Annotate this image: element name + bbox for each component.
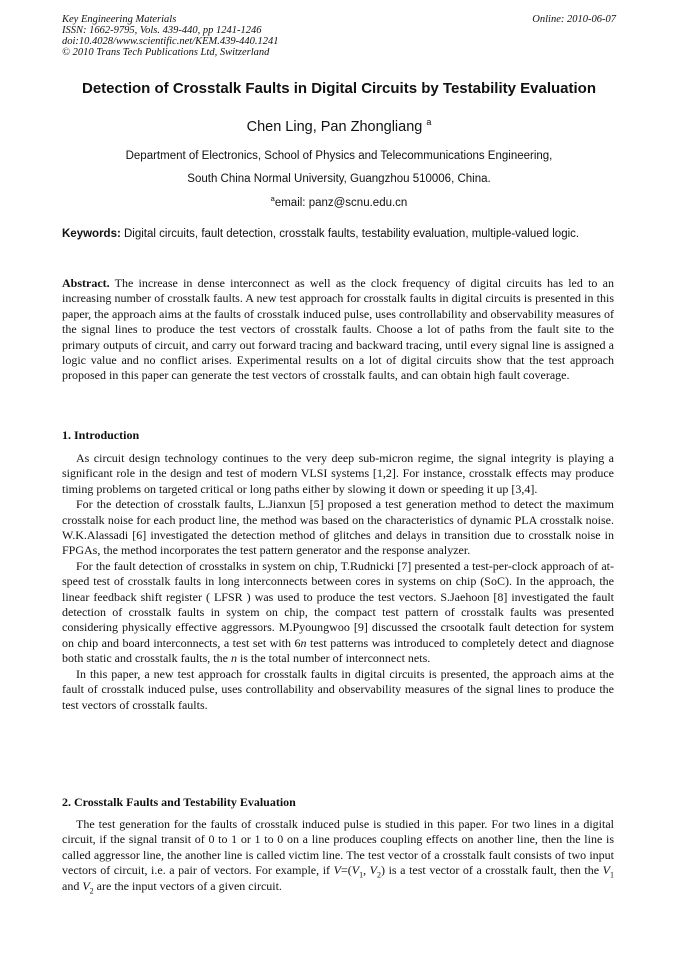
journal-issn: ISSN: 1662-9795, Vols. 439-440, pp 1241-1246: [62, 25, 262, 36]
math-subscript: 1: [610, 870, 615, 880]
paragraph-text: are the input vectors of a given circuit.: [93, 878, 282, 893]
journal-doi: doi:10.4028/www.scientific.net/KEM.439-440.1241: [62, 36, 279, 47]
paragraph-text: The test generation for the faults of crosstalk induced pulse is studied in this paper. For two lines in a digital circuit, if the signal transit of 0 to 1 or 1 to 0 on a line produces coupling effects on another line, then the line is called aggressor line, the another line is called victim line. The test vector of a crosstalk fault consists of two input vectors of circuit, i.e. a pair of vectors. For example, if: [62, 817, 614, 878]
section-1-paragraph-2: For the detection of crosstalk faults, L.Jianxun [5] proposed a test generation method to detect the maximum crosstalk noise for each product line, the method was based on the characteristics of dynamic PLA crosstalk noise. W.K.Alassadi [6] investigated the detection method of glitches and delays in transition due to crosstalk noise in FPGAs, the method incorporates the test pattern generator and the response analyzer.: [62, 497, 614, 558]
math-subscript: 1: [359, 870, 364, 880]
paragraph-text: and: [62, 878, 83, 893]
journal-header: [62, 14, 616, 58]
math-subscript: 2: [89, 886, 94, 896]
math-text: =(: [340, 863, 352, 878]
section-1-heading: 1. Introduction: [62, 428, 140, 442]
keywords-text: Digital circuits, fault detection, crosstalk faults, testability evaluation, multiple-valued logic.: [120, 228, 580, 240]
section-2-body: [62, 817, 614, 894]
keywords: [62, 227, 614, 241]
keywords-label: Keywords:: [62, 228, 121, 240]
math-n: n: [230, 651, 237, 666]
author-names: Chen Ling, Pan Zhongliang: [246, 118, 423, 135]
math-v1: V: [351, 863, 360, 878]
email-text: email: panz@scnu.edu.cn: [274, 196, 408, 209]
affiliation-line-2: South China Normal University, Guangzhou 510006, China.: [187, 173, 491, 185]
math-n: n: [300, 635, 307, 650]
online-date: Online: 2010-06-07: [532, 14, 616, 25]
paragraph-text: ) is a test vector of a crosstalk fault, then the: [381, 863, 603, 878]
section-2-heading: 2. Crosstalk Faults and Testability Evaluation: [62, 795, 296, 809]
section-1-paragraph-1: As circuit design technology continues to the very deep sub-micron regime, the signal integrity is playing a significant role in the design and test of modern VLSI systems [1,2]. For instance, crosstalk effects may produce timing problems on targeted critical or long paths either by slowing it down or speeding it up [3,4].: [62, 451, 614, 496]
abstract: [62, 276, 614, 384]
section-1-paragraph-3: [62, 559, 614, 667]
section-1-body: [62, 451, 614, 713]
section-2-paragraph-1: [62, 817, 614, 894]
paper-title: Detection of Crosstalk Faults in Digital Circuits by Testability Evaluation: [82, 80, 596, 97]
math-text: ,: [363, 863, 370, 878]
affiliation-email: [40, 194, 638, 209]
journal-copyright: © 2010 Trans Tech Publications Ltd, Switzerland: [62, 47, 270, 58]
affiliation-line-1: Department of Electronics, School of Physics and Telecommunications Engineering,: [125, 150, 553, 162]
journal-name: Key Engineering Materials: [62, 14, 177, 25]
paragraph-text: test patterns was introduced to completely detect and diagnose both static and crosstalk faults, the: [62, 635, 615, 666]
email-mark: a: [270, 194, 275, 203]
abstract-label: Abstract.: [62, 276, 110, 290]
math-v2: V: [369, 863, 378, 878]
abstract-text: The increase in dense interconnect as well as the clock frequency of digital circuits has led to an increasing number of crosstalk faults. A new test approach for crosstalk faults in digital circuits is presented in this paper, the approach aims at the faults of crosstalk induced pulse, uses controllability and observability measures of the signal lines to produce the test vectors of crosstalk faults. Choose a lot of paths from the fault site to the primary outputs of circuit, and carry out forward tracing and backward tracing, until every signal line is assigned a logic value and no conflict arises. Experimental results on a lot of digital circuits show that the test approach proposed in this paper can generate the test vectors of crosstalk faults, and can obtain high fault coverage.: [62, 276, 614, 383]
math-v: V: [333, 863, 341, 878]
author-list: [40, 117, 638, 135]
paragraph-text: For the fault detection of crosstalks in system on chip, T.Rudnicki [7] presented a test-per-clock approach of at-speed test of crosstalk faults in long interconnects between cores in systems on chip (SoC). In the approach, the linear feedback shift register ( LFSR ) was used to produce the test vectors. S.Jaehoon [8] investigated the fault detection of crosstalk faults in system on chip, the compact test pattern of crosstalk faults was presented considering physically effective aggressors. M.Pyoungwoo [9] discussed the crsootalk fault detection for system on chip and board interconnects, a test set with 6: [62, 558, 614, 650]
math-v1: V: [602, 863, 611, 878]
math-v2: V: [82, 878, 90, 893]
paragraph-text: is the total number of interconnect nets.: [236, 651, 431, 666]
author-mark: a: [426, 117, 432, 127]
math-subscript: 2: [377, 870, 382, 880]
section-1-paragraph-4: In this paper, a new test approach for crosstalk faults in digital circuits is presented, the approach aims at the fault of crosstalk induced pulse, uses controllability and observability measures of the signal lines to produce the test vectors of crosstalk faults.: [62, 666, 614, 712]
